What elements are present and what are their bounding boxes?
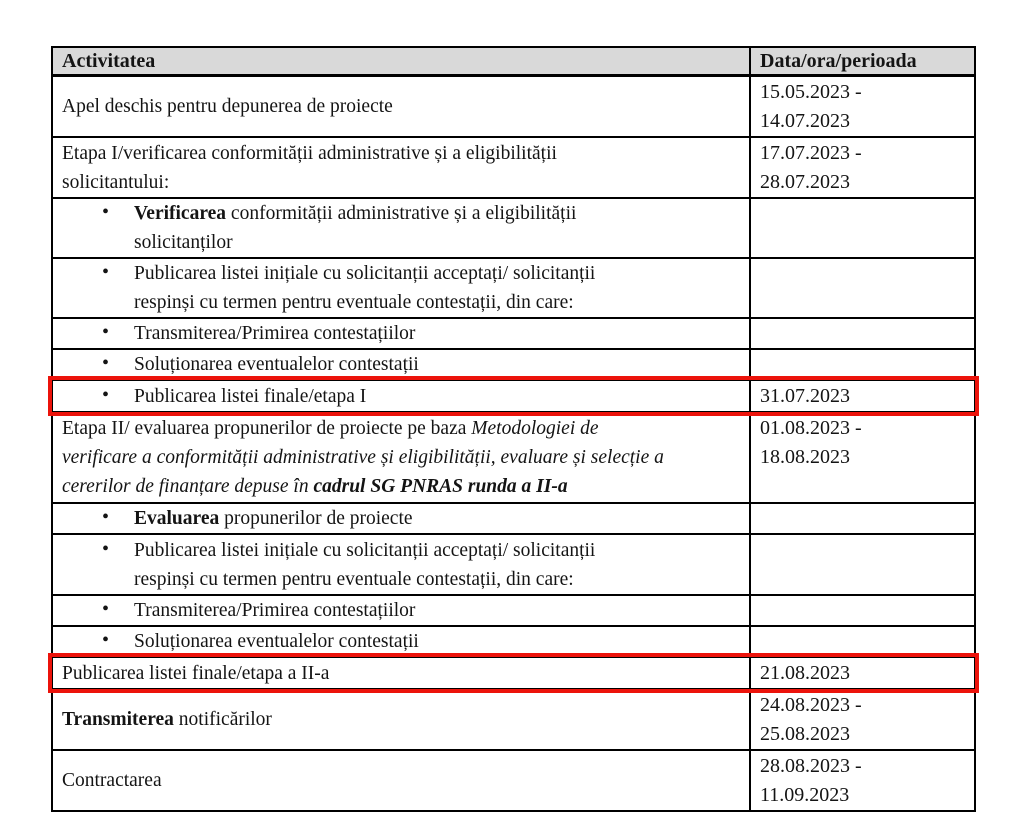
date-text: 15.05.2023 - [760, 81, 862, 103]
activity-text: verificare a conformității administrative și eligibilității, evaluare și selecție a [62, 447, 664, 468]
activity-content [62, 766, 743, 795]
activity-content [62, 350, 743, 379]
bullet-icon: • [102, 201, 110, 223]
date-text: 18.08.2023 [760, 446, 850, 468]
date-cell [750, 318, 975, 349]
date-text: 21.08.2023 [760, 662, 850, 684]
activity-cell [52, 657, 750, 689]
date-cell [750, 503, 975, 534]
date-cell [750, 380, 975, 412]
table-row [52, 318, 975, 349]
date-cell [750, 76, 975, 138]
table-row [52, 503, 975, 534]
date-cell [750, 595, 975, 626]
activity-text: Metodologiei de [471, 418, 599, 439]
date-cell [750, 137, 975, 198]
activity-content [62, 705, 743, 734]
table-row [52, 258, 975, 318]
date-cell [750, 657, 975, 689]
table-row [52, 595, 975, 626]
activity-cell [52, 689, 750, 750]
activity-text: Transmiterea/Primirea contestațiilor [134, 600, 416, 621]
date-cell [750, 412, 975, 503]
activity-cell [52, 198, 750, 258]
bullet-icon: • [102, 506, 110, 528]
activity-cell [52, 626, 750, 657]
bullet-icon: • [102, 598, 110, 620]
activity-text: propunerilor de proiecte [219, 508, 413, 529]
activity-text: solicitanților [134, 232, 233, 253]
table-row [52, 626, 975, 657]
date-cell [750, 534, 975, 595]
table-row [52, 76, 975, 138]
activity-content [62, 627, 743, 656]
activity-text: conformității administrative și a eligibilității [226, 203, 577, 224]
activity-content [62, 199, 743, 257]
activity-text: Etapa II/ evaluarea propunerilor de proiecte pe baza [62, 418, 472, 439]
activity-cell [52, 76, 750, 138]
activity-text: Publicarea listei inițiale cu solicitanții acceptați/ solicitanții [134, 539, 596, 561]
activity-text: cererilor de finanțare depuse în [62, 476, 314, 497]
activity-cell [52, 534, 750, 595]
activity-text: Publicarea listei finale/etapa a II-a [62, 662, 330, 684]
date-cell [750, 349, 975, 380]
activity-content [62, 382, 743, 411]
bullet-icon: • [102, 629, 110, 651]
activity-content [62, 596, 743, 625]
column-header-date: Data/ora/perioada [750, 47, 975, 76]
activity-text: Verificarea [134, 203, 227, 224]
activity-content [62, 319, 743, 348]
date-text: 11.09.2023 [760, 784, 850, 806]
table-row [52, 412, 975, 503]
activity-text: Contractarea [62, 770, 162, 791]
table-row [52, 137, 975, 198]
activity-text: Publicarea listei inițiale cu solicitanții acceptați/ solicitanții [134, 263, 596, 284]
activity-content [62, 92, 743, 121]
date-text: 24.08.2023 - [760, 694, 862, 716]
activity-content [62, 659, 743, 688]
table-row [52, 689, 975, 750]
activity-cell [52, 258, 750, 318]
activity-cell [52, 503, 750, 534]
activity-cell [52, 137, 750, 198]
date-cell [750, 750, 975, 811]
activity-cell [52, 349, 750, 380]
activity-text: Apel deschis pentru depunerea de proiecte [62, 96, 393, 117]
table-row-highlighted [52, 380, 975, 412]
table-row [52, 349, 975, 380]
table-header-row [52, 47, 975, 76]
bullet-icon: • [102, 321, 110, 343]
bullet-icon: • [102, 537, 110, 560]
table-row-highlighted [52, 657, 975, 689]
date-text: 25.08.2023 [760, 723, 850, 745]
activity-cell [52, 750, 750, 811]
schedule-table-body [52, 76, 975, 812]
column-header-activity: Activitatea [52, 47, 750, 76]
bullet-icon: • [102, 352, 110, 374]
activity-content [62, 139, 743, 197]
date-text: 28.08.2023 - [760, 755, 862, 777]
date-cell [750, 689, 975, 750]
date-text: 31.07.2023 [760, 385, 850, 407]
activity-text: Evaluarea [134, 508, 220, 529]
activity-cell [52, 595, 750, 626]
activity-content [62, 259, 743, 317]
date-text: 01.08.2023 - [760, 417, 862, 439]
activity-cell [52, 412, 750, 503]
bullet-icon: • [102, 261, 110, 283]
activity-text: notificărilor [173, 709, 272, 730]
activity-text: respinși cu termen pentru eventuale contestații, din care: [134, 292, 574, 313]
activity-text: Transmiterea [62, 709, 174, 730]
date-text: 14.07.2023 [760, 110, 850, 132]
date-cell [750, 258, 975, 318]
activity-cell [52, 380, 750, 412]
table-row [52, 534, 975, 595]
activity-content [62, 536, 743, 594]
date-text: 17.07.2023 - [760, 142, 862, 164]
schedule-table [51, 46, 976, 812]
activity-text: Etapa I/verificarea conformității administrative și a eligibilității [62, 142, 557, 164]
activity-text: Soluționarea eventualelor contestații [134, 354, 419, 375]
activity-text: Publicarea listei finale/etapa I [134, 385, 367, 407]
table-row [52, 750, 975, 811]
activity-cell [52, 318, 750, 349]
date-text: 28.07.2023 [760, 171, 850, 193]
activity-text: cadrul SG PNRAS runda a II-a [313, 476, 568, 497]
activity-text: Transmiterea/Primirea contestațiilor [134, 323, 416, 344]
date-cell [750, 626, 975, 657]
activity-text: solicitantului: [62, 171, 170, 193]
activity-text: Soluționarea eventualelor contestații [134, 631, 419, 652]
activity-content [62, 504, 743, 533]
bullet-icon: • [102, 383, 110, 406]
activity-content [62, 414, 743, 501]
activity-text: respinși cu termen pentru eventuale contestații, din care: [134, 568, 574, 590]
table-row [52, 198, 975, 258]
date-cell [750, 198, 975, 258]
